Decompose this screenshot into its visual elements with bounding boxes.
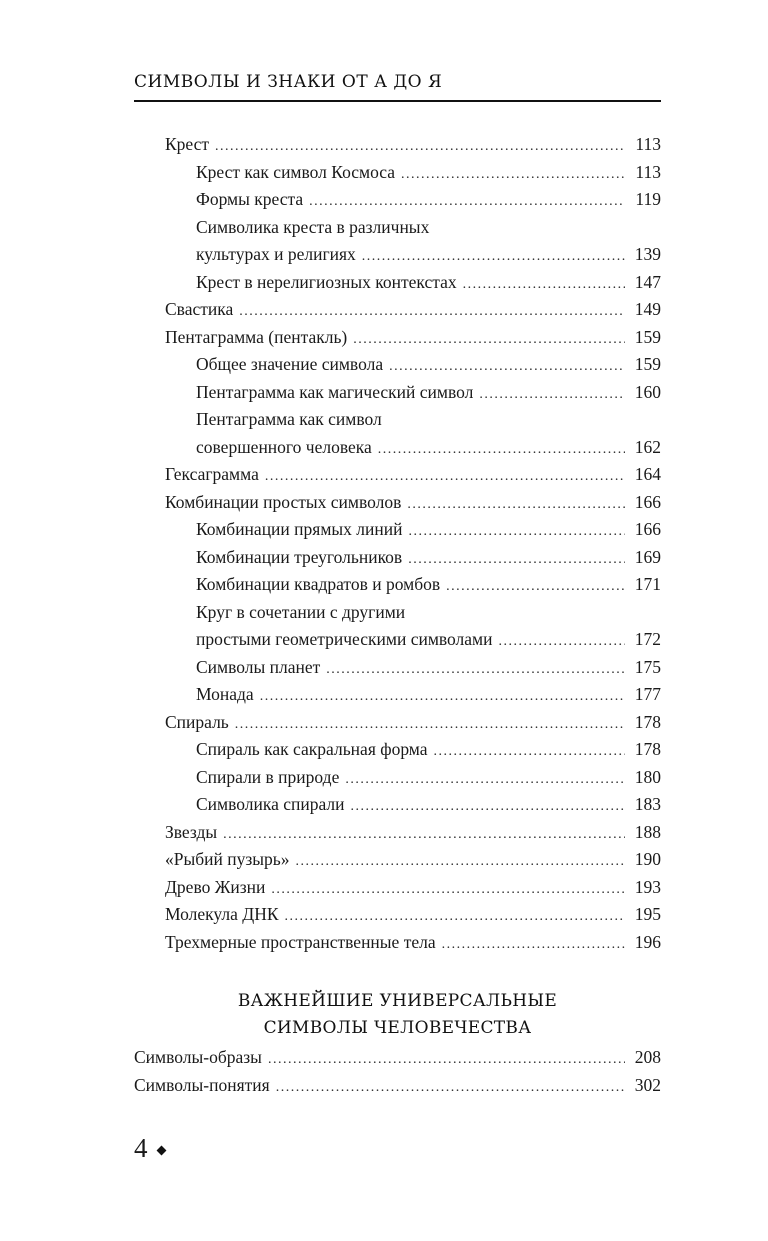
toc-entry — [165, 818, 661, 846]
toc-entry — [165, 900, 661, 928]
toc-entry-title-line1: Символика креста в различных — [196, 216, 430, 237]
toc-entry-title-line1: Пентаграмма как символ — [196, 409, 382, 429]
toc-entry — [196, 790, 661, 818]
dot-leader — [442, 931, 625, 959]
toc-entry — [196, 515, 661, 543]
toc-entry-title: Комбинации квадратов и ромбов — [196, 574, 441, 594]
toc-entry-page: 139 — [634, 244, 661, 264]
toc-entry-title: совершенного человека — [196, 436, 372, 457]
toc-entry-page: 166 — [634, 519, 661, 539]
toc-entry — [165, 708, 661, 736]
toc-entry-title: Пентаграмма (пентакль) — [165, 326, 348, 347]
toc-entry — [196, 625, 661, 653]
toc-entry-page: 113 — [635, 161, 661, 182]
toc-entry-section — [134, 1043, 661, 1071]
section-heading-line1: ВАЖНЕЙШИЕ УНИВЕРСАЛЬНЫЕ — [237, 991, 558, 1011]
toc-entry-title: Трехмерные пространственные тела — [165, 931, 436, 952]
toc-entry-title: простыми геометрическими символами — [196, 629, 493, 649]
toc-entry-title: Древо Жизни — [165, 876, 266, 897]
toc-entry-page: 172 — [634, 629, 661, 649]
toc-entry-section — [134, 1071, 661, 1099]
toc-entry — [165, 488, 661, 516]
toc-entry — [165, 460, 661, 488]
toc-entry — [196, 350, 661, 378]
page-folio — [134, 1133, 165, 1164]
toc-entry-page: 159 — [634, 354, 661, 374]
toc-entry — [196, 185, 661, 213]
toc-entry — [165, 845, 661, 873]
toc-entry — [196, 378, 661, 406]
toc-entry-title: Символы-образы — [134, 1047, 262, 1067]
toc-entry-page: 302 — [634, 1075, 661, 1095]
toc-entry — [196, 433, 661, 461]
toc-entry-page: 196 — [634, 931, 661, 952]
toc-entry-page: 180 — [634, 766, 661, 787]
toc-entry-page: 178 — [634, 739, 661, 759]
toc-entry-title: Общее значение символа — [196, 354, 384, 374]
running-head: СИМВОЛЫ И ЗНАКИ ОТ А ДО Я — [134, 72, 443, 92]
toc-entry — [196, 543, 661, 571]
dot-leader — [479, 381, 625, 409]
toc-entry-title: Молекула ДНК — [165, 904, 279, 924]
header-rule — [134, 100, 661, 102]
toc-entry-title: Комбинации треугольников — [196, 546, 403, 567]
toc-entry-page: 119 — [635, 189, 661, 209]
toc-entry-title: Свастика — [165, 299, 234, 319]
toc-entry-page: 177 — [634, 684, 661, 704]
page-number: 4 — [134, 1133, 148, 1163]
toc-entry-title: Крест как символ Космоса — [196, 161, 396, 182]
toc-entry-page: 159 — [634, 326, 661, 347]
toc-entry-page: 195 — [634, 904, 661, 924]
toc-entry-page: 162 — [634, 436, 661, 457]
toc-entry-title: Символы планет — [196, 656, 321, 677]
toc-entry-title: Пентаграмма как магический символ — [196, 381, 474, 402]
toc-entry — [196, 158, 661, 186]
toc-entry — [165, 928, 661, 956]
toc-entry-title: Спирали в природе — [196, 766, 340, 787]
toc-entry-title: Спираль как сакральная форма — [196, 739, 428, 759]
toc-entry — [165, 873, 661, 901]
toc-entry-title: Формы креста — [196, 189, 304, 209]
toc-entry-title: Крест в нерелигиозных контекстах — [196, 271, 457, 292]
toc-entry-page: 190 — [634, 849, 661, 869]
toc-entry-page: 160 — [634, 381, 661, 402]
toc-entry-title: Монада — [196, 684, 254, 704]
diamond-ornament-icon — [156, 1146, 166, 1156]
toc-entry-page: 183 — [634, 794, 661, 814]
toc-entry-page: 147 — [634, 271, 661, 292]
dot-leader — [276, 1074, 625, 1102]
toc-entry-page: 169 — [634, 546, 661, 567]
toc-entry — [196, 570, 661, 598]
toc-entry — [196, 268, 661, 296]
toc-entry-page: 164 — [634, 464, 661, 484]
toc-entry — [196, 680, 661, 708]
toc-entry — [165, 295, 661, 323]
toc-entry-page: 149 — [634, 299, 661, 319]
toc-entry-title: культурах и религиях — [196, 244, 356, 264]
dot-leader — [446, 573, 625, 601]
toc-entry-page: 175 — [634, 656, 661, 677]
toc-entry-page: 171 — [634, 574, 661, 594]
toc-entry-title: Комбинации простых символов — [165, 491, 402, 512]
toc-entry — [196, 240, 661, 268]
toc-entry-title: Крест — [165, 134, 210, 154]
toc-entry — [165, 323, 661, 351]
toc-entry-title: Звезды — [165, 821, 218, 842]
toc-entry-title: «Рыбий пузырь» — [165, 849, 290, 869]
toc-entry-page: 193 — [634, 876, 661, 897]
toc-entry-page: 178 — [634, 711, 661, 732]
toc-entry-page: 188 — [634, 821, 661, 842]
toc-entry — [196, 735, 661, 763]
toc-entry-title-line1: Круг в сочетании с другими — [196, 601, 406, 622]
toc-entry — [196, 763, 661, 791]
toc-entry-title: Комбинации прямых линий — [196, 519, 403, 539]
toc-entry-title: Гексаграмма — [165, 464, 259, 484]
toc-entry-title: Символика спирали — [196, 794, 345, 814]
toc-entry-title: Спираль — [165, 711, 229, 732]
toc-entry-page: 208 — [634, 1047, 661, 1067]
toc-entry-page: 113 — [635, 134, 661, 154]
section-heading-line2: СИМВОЛЫ ЧЕЛОВЕЧЕСТВА — [263, 1018, 532, 1038]
toc-entry — [165, 130, 661, 158]
toc-entry — [196, 653, 661, 681]
toc-entry-title: Символы-понятия — [134, 1075, 270, 1095]
dot-leader — [268, 1046, 625, 1074]
toc-entry-page: 166 — [634, 491, 661, 512]
